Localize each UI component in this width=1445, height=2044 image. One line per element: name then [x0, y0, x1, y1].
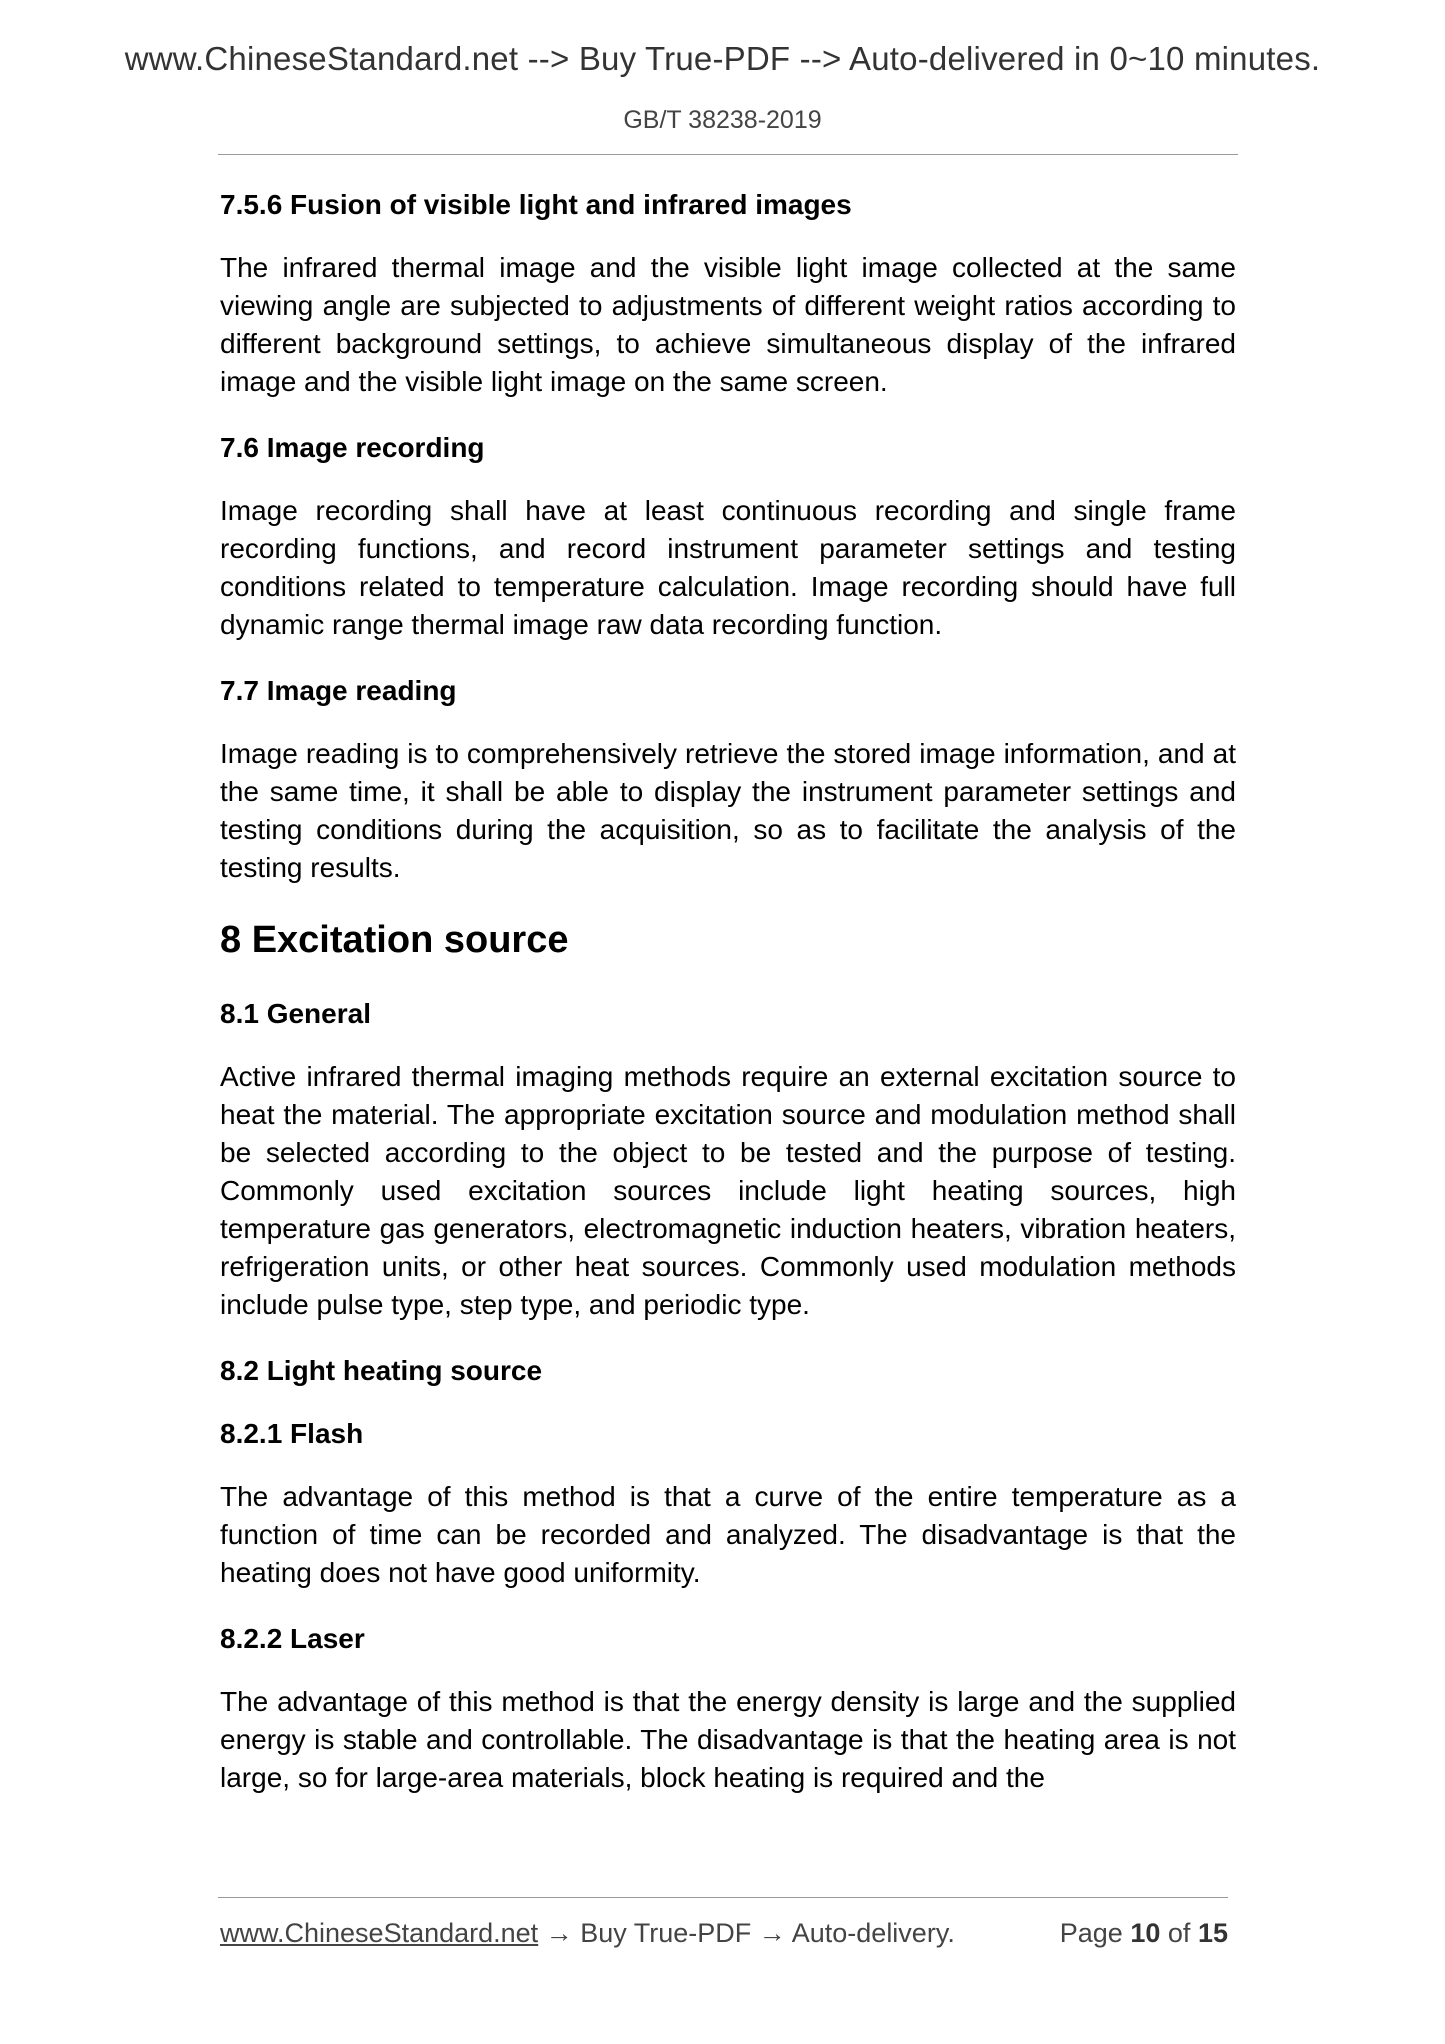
section-heading-7-5-6: 7.5.6 Fusion of visible light and infrared images: [220, 189, 852, 220]
footer-tagline: → Buy True-PDF → Auto-delivery.: [538, 1918, 955, 1948]
section-8-2-1-paragraph: The advantage of this method is that a curve of the entire temperature as a function of time can be recorded and analyzed. The disadvantage is that the heating does not have good uniformity.: [220, 1481, 1236, 1588]
chapter-heading-8: 8 Excitation source: [220, 919, 569, 961]
section-heading-8-2-1: 8.2.1 Flash: [220, 1418, 364, 1449]
section-heading-7-7: 7.7 Image reading: [220, 675, 457, 706]
page-indicator: [1060, 1918, 1228, 1949]
section-8-2-2-paragraph: The advantage of this method is that the energy density is large and the supplied energy is stable and controllable. The disadvantage is that the heating area is not large, so for large-area materials, block heating is required and the: [220, 1686, 1236, 1793]
header-divider: [218, 154, 1238, 155]
section-heading-8-2-2: 8.2.2 Laser: [220, 1623, 365, 1654]
page-total: 15: [1197, 1918, 1228, 1948]
footer-site-link[interactable]: www.ChineseStandard.net: [220, 1918, 539, 1948]
standard-code: GB/T 38238-2019: [623, 106, 822, 134]
page-number: 10: [1130, 1918, 1161, 1948]
footer-divider: [218, 1897, 1228, 1898]
section-8-1-paragraph: Active infrared thermal imaging methods require an external excitation source to heat the material. The appropriate excitation source and modulation method shall be selected according to the object to be tested and the purpose of testing. Commonly used excitation sources include light heating sources, high temperature gas generators, electromagnetic induction heaters, vibration heaters, refrigeration units, or other heat sources. Commonly used modulation methods include pulse type, step type, and periodic type.: [220, 1061, 1236, 1320]
page-footer: [220, 1918, 1228, 1949]
section-7-6-paragraph: Image recording shall have at least continuous recording and single frame recording functions, and record instrument parameter settings and testing conditions related to temperature calculation. Image recording should have full dynamic range thermal image raw data recording function.: [220, 495, 1236, 640]
site-banner: www.ChineseStandard.net --> Buy True-PDF --> Auto-delivered in 0~10 minutes.: [124, 40, 1321, 77]
section-heading-8-1: 8.1 General: [220, 998, 371, 1029]
page-label: Page: [1059, 1918, 1123, 1948]
section-7-7-paragraph: Image reading is to comprehensively retrieve the stored image information, and at the same time, it shall be able to display the instrument parameter settings and testing conditions during the acquisition, so as to facilitate the analysis of the testing results.: [220, 738, 1236, 883]
section-heading-7-6: 7.6 Image recording: [220, 432, 485, 463]
section-7-5-6-paragraph: The infrared thermal image and the visible light image collected at the same viewing angle are subjected to adjustments of different weight ratios according to different background settings, to achieve simultaneous display of the infrared image and the visible light image on the same screen.: [220, 252, 1236, 397]
document-body: [220, 186, 1236, 1825]
of-label: of: [1167, 1918, 1191, 1948]
section-heading-8-2: 8.2 Light heating source: [220, 1355, 543, 1386]
